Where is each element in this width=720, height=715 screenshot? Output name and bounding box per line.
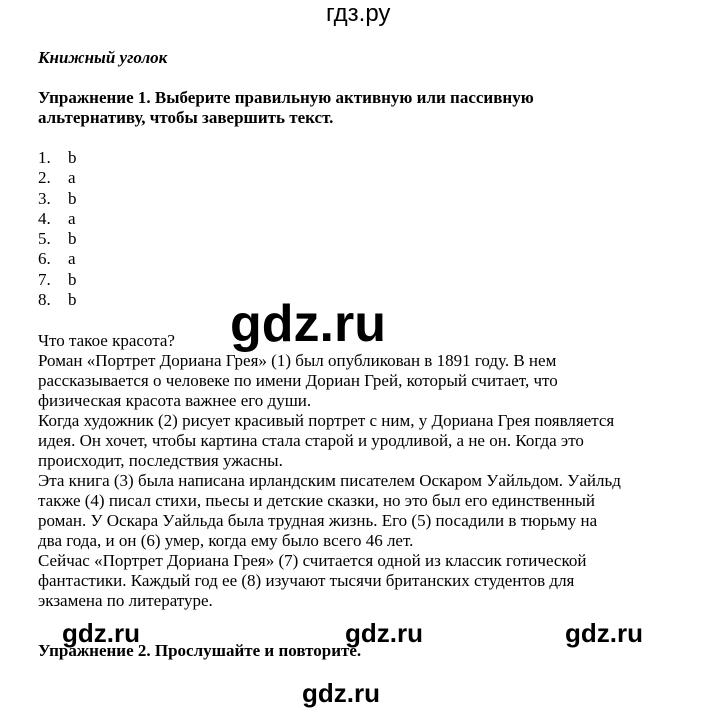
story-line: Роман «Портрет Дориана Грея» (1) был опубликован в 1891 году. В нем — [38, 351, 557, 370]
answer-item — [38, 270, 77, 290]
answer-number: 2. — [38, 168, 51, 188]
answer-item — [38, 209, 77, 229]
answer-item — [38, 189, 77, 209]
answer-number: 1. — [38, 148, 51, 167]
answer-number: 6. — [38, 249, 51, 269]
story-line: идея. Он хочет, чтобы картина стала старой и уродливой, а не он. Когда это — [38, 431, 584, 450]
answer-item — [38, 168, 77, 188]
watermark-bottom-right: gdz.ru — [565, 618, 643, 648]
answer-value: a — [68, 168, 76, 188]
story-line: Когда художник (2) рисует красивый портрет с ним, у Дориана Грея появляется — [38, 411, 615, 430]
story-line: Что такое красота? — [38, 331, 175, 350]
exercise-2-title: Упражнение 2. Прослушайте и повторите. — [38, 641, 362, 660]
watermark-bottom: gdz.ru — [302, 678, 380, 708]
story-line: происходит, последствия ужасны. — [38, 451, 283, 470]
watermark-bottom-center: gdz.ru — [345, 618, 423, 648]
exercise-1-title — [38, 88, 534, 128]
answer-list — [38, 148, 77, 310]
story-line: экзамена по литературе. — [38, 591, 213, 610]
watermark-middle: gdz.ru — [230, 295, 386, 353]
answer-value: a — [68, 249, 76, 269]
story-line: Сейчас «Портрет Дориана Грея» (7) считается одной из классик готической — [38, 551, 587, 570]
answer-value: b — [68, 188, 77, 208]
answer-item — [38, 249, 77, 269]
story-line: также (4) писал стихи, пьесы и детские сказки, но это был его единственный — [38, 491, 596, 510]
answer-item — [38, 229, 77, 249]
exercise-1-title-line: Упражнение 1. Выберите правильную активную или пассивную — [38, 88, 534, 107]
story-line: рассказывается о человеке по имени Дориан Грей, который считает, что — [38, 371, 558, 390]
exercise-1-title-line: альтернативу, чтобы завершить текст. — [38, 108, 334, 127]
watermark-bottom-left: gdz.ru — [62, 618, 140, 648]
story-text — [38, 331, 621, 611]
answer-value: b — [68, 269, 77, 289]
answer-number: 3. — [38, 188, 51, 208]
answer-value: b — [68, 290, 77, 310]
story-line: физическая красота важнее его души. — [38, 391, 312, 410]
answer-item — [38, 290, 77, 310]
answer-item — [38, 148, 77, 168]
answer-number: 7. — [38, 269, 51, 289]
answer-value: b — [68, 229, 77, 249]
answer-number: 4. — [38, 208, 51, 228]
watermark-top: гдз.ру — [326, 0, 391, 27]
story-line: два года, и он (6) умер, когда ему было всего 46 лет. — [38, 531, 414, 550]
story-line: фантастики. Каждый год ее (8) изучают тысячи британских студентов для — [38, 571, 575, 590]
answer-value: a — [68, 208, 76, 228]
section-title: Книжный уголок — [38, 48, 168, 67]
story-line: Эта книга (3) была написана ирландским писателем Оскаром Уайльдом. Уайльд — [38, 471, 621, 490]
answer-number: 8. — [38, 290, 51, 310]
story-line: роман. У Оскара Уайльда была трудная жизнь. Его (5) посадили в тюрьму на — [38, 511, 598, 530]
answer-number: 5. — [38, 229, 51, 249]
answer-value: b — [68, 148, 77, 167]
